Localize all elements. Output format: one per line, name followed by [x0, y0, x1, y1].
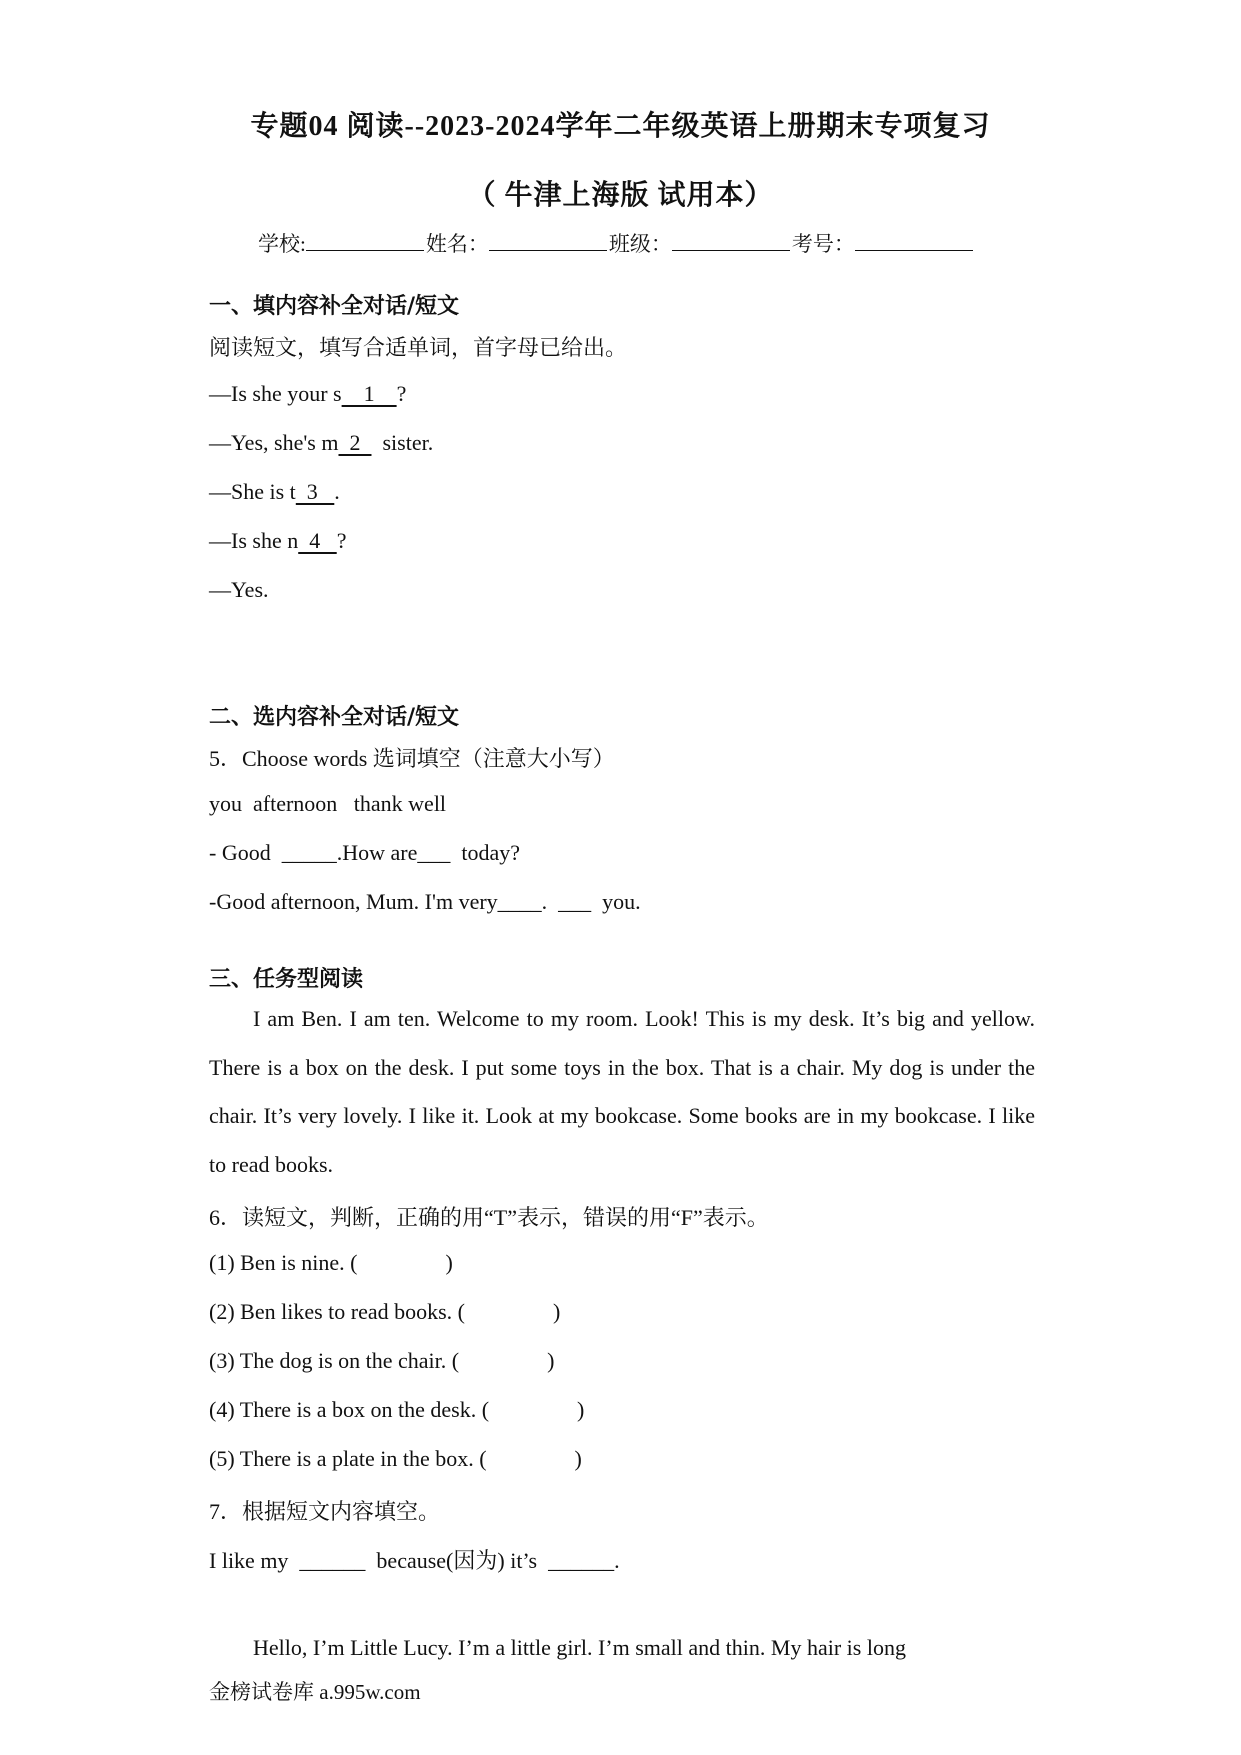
name-label: 姓名： — [425, 232, 489, 256]
judgement-item[interactable]: (4) There is a box on the desk. ( ) — [209, 1397, 585, 1422]
section1-instruction: 阅读短文，填写合适单词，首字母已给出。 — [209, 335, 628, 360]
reading-passage: I am Ben. I am ten. Welcome to my room. Look! This is my desk. It’s big and yellow. There is a box on the desk. I put some toys in the box. That is a chair. My dog is under the chair. It’s very lovely. I like it. Look at my bookcase. Some books are in my bookcase. I like to read books. — [209, 1006, 1035, 1177]
school-blank[interactable] — [306, 232, 424, 251]
dialogue-line: —She is t 3 . — [209, 479, 340, 504]
class-label: 班级： — [608, 232, 672, 256]
judgement-item[interactable]: (3) The dog is on the chair. ( ) — [209, 1348, 555, 1373]
school-label: 学校: — [258, 232, 306, 256]
exam-no-blank[interactable] — [855, 232, 973, 251]
footer-source: 金榜试卷库 a.995w.com — [209, 1680, 421, 1704]
second-passage: Hello, I’m Little Lucy. I’m a little girl. I’m small and thin. My hair is long — [253, 1635, 906, 1660]
document-title: 专题04 阅读--2023-2024学年二年级英语上册期末专项复习 — [250, 111, 991, 142]
question-6: 6．读短文，判断，正确的用“T”表示，错误的用“F”表示。 — [209, 1205, 769, 1230]
section2-heading: 二、选内容补全对话/短文 — [209, 705, 460, 730]
answer-blank-3[interactable]: 3 — [295, 479, 335, 504]
dialogue-line: —Yes, she's m 2 sister. — [209, 430, 434, 455]
answer-blank-2[interactable]: 2 — [338, 430, 372, 455]
answer-blank-1[interactable]: 1 — [341, 381, 397, 406]
name-blank[interactable] — [489, 232, 607, 251]
dialogue-line: —Is she n 4 ? — [209, 528, 347, 553]
document-subtitle: （ 牛津上海版 试用本） — [467, 180, 774, 211]
question-7: 7．根据短文内容填空。 — [209, 1499, 441, 1524]
dialogue-line[interactable]: -Good afternoon, Mum. I'm very____. ___ you. — [209, 889, 641, 914]
fill-in-line[interactable]: I like my ______ because(因为) it’s ______. — [209, 1548, 620, 1573]
exam-no-label: 考号： — [791, 232, 855, 256]
dialogue-line: —Yes. — [209, 577, 269, 602]
dialogue-line[interactable]: - Good _____.How are___ today? — [209, 840, 520, 865]
word-bank: you afternoon thank well — [209, 791, 447, 816]
dialogue-line: —Is she your s 1 ? — [209, 381, 407, 406]
judgement-item[interactable]: (2) Ben likes to read books. ( ) — [209, 1299, 561, 1324]
judgement-item[interactable]: (1) Ben is nine. ( ) — [209, 1250, 453, 1275]
section1-heading: 一、填内容补全对话/短文 — [209, 294, 460, 319]
student-info-row — [258, 228, 975, 258]
judgement-item[interactable]: (5) There is a plate in the box. ( ) — [209, 1446, 582, 1471]
section3-heading: 三、任务型阅读 — [209, 967, 364, 992]
question-5: 5．Choose words 选词填空（注意大小写） — [209, 746, 615, 771]
answer-blank-4[interactable]: 4 — [298, 528, 337, 553]
class-blank[interactable] — [672, 232, 790, 251]
